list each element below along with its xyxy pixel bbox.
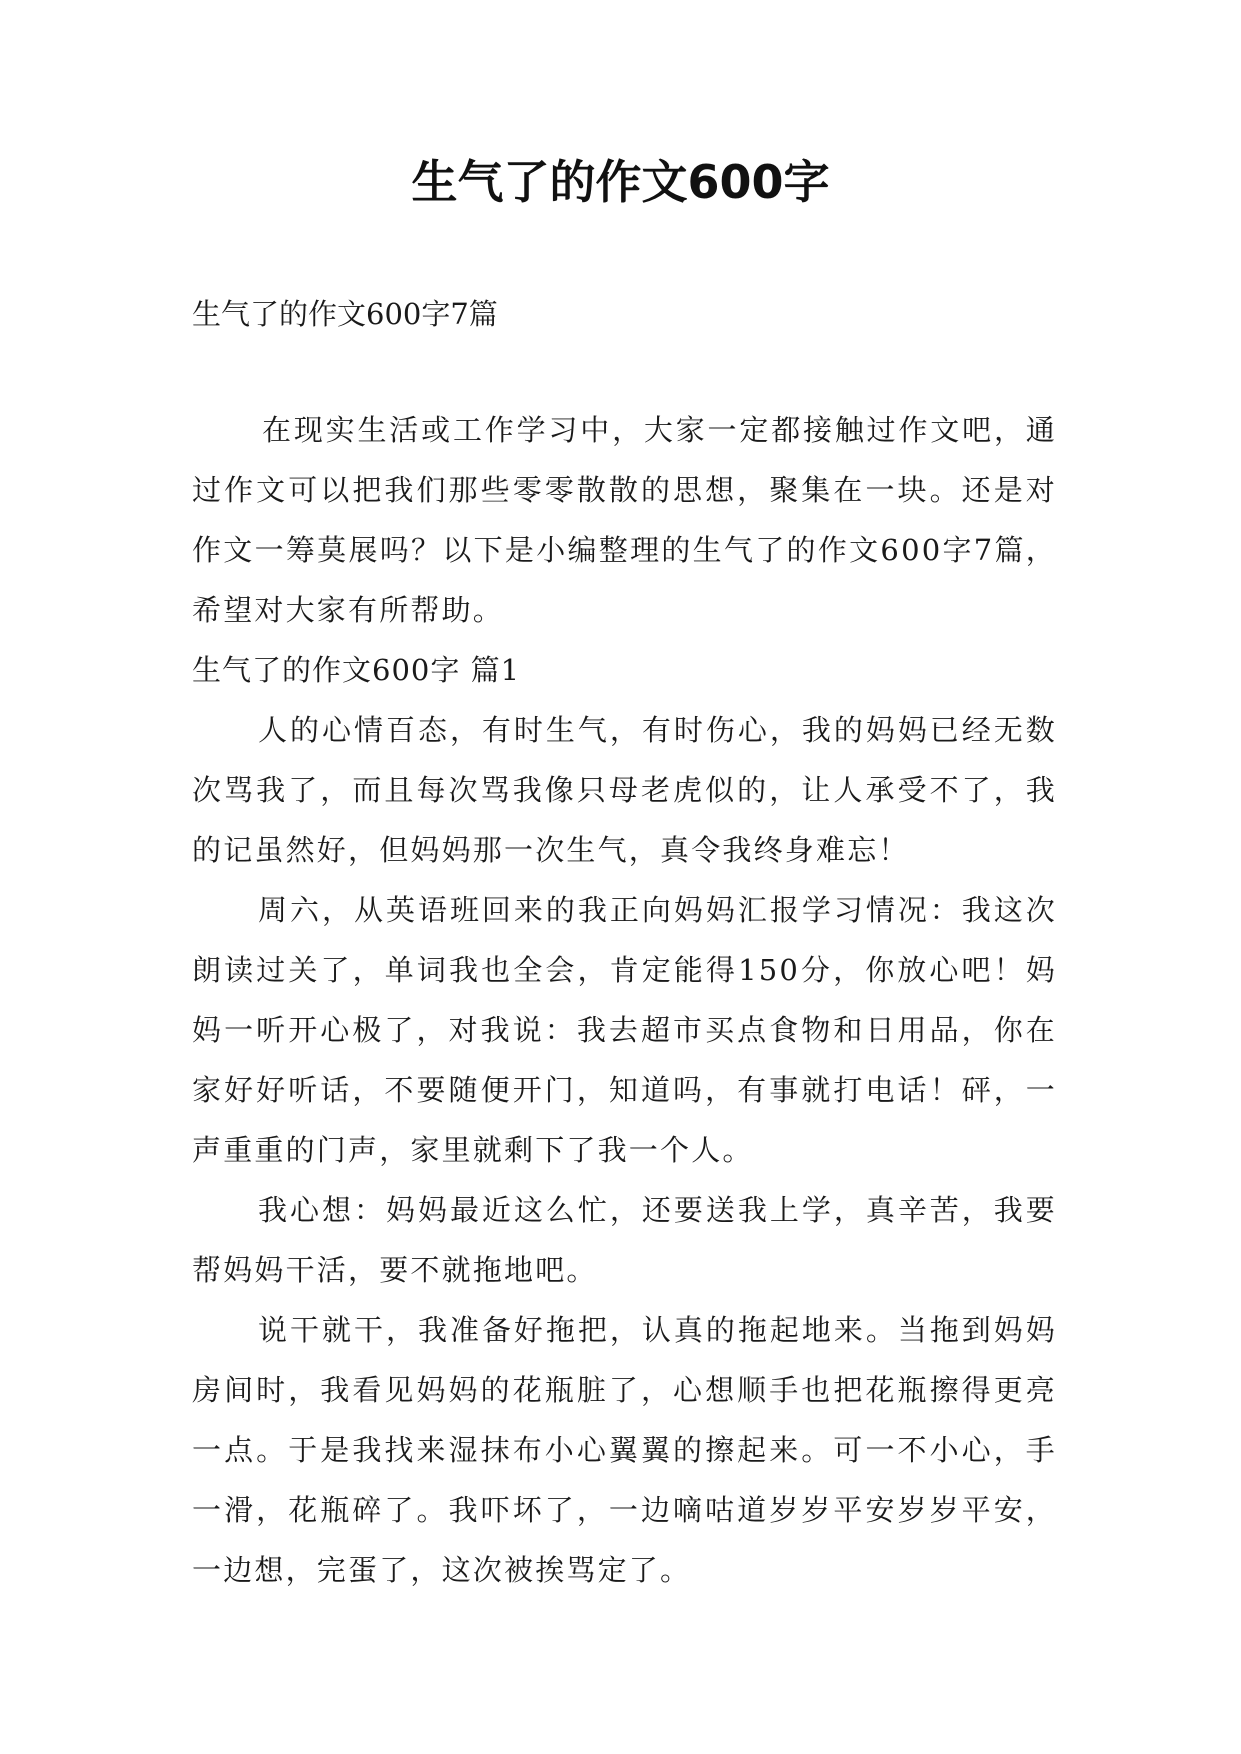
document-body [192, 400, 1057, 1600]
document-subtitle: 生气了的作文600字7篇 [192, 297, 498, 331]
body-paragraph: 我心想：妈妈最近这么忙，还要送我上学，真辛苦，我要帮妈妈干活，要不就拖地吧。 [192, 1193, 1057, 1287]
intro-paragraph: 在现实生活或工作学习中，大家一定都接触过作文吧，通过作文可以把我们那些零零散散的思想，聚集在一块。还是对作文一筹莫展吗？以下是小编整理的生气了的作文600字7篇，希望对大家有所帮助。 [192, 413, 1057, 627]
section-heading: 生气了的作文600字 篇1 [192, 653, 521, 687]
page-title: 生气了的作文600字 [411, 155, 830, 209]
body-paragraph: 周六，从英语班回来的我正向妈妈汇报学习情况：我这次朗读过关了，单词我也全会，肯定能得150分，你放心吧！妈妈一听开心极了，对我说：我去超市买点食物和日用品，你在家好好听话，不要随便开门，知道吗，有事就打电话！砰，一声重重的门声，家里就剩下了我一个人。 [192, 893, 1057, 1167]
body-paragraph: 说干就干，我准备好拖把，认真的拖起地来。当拖到妈妈房间时，我看见妈妈的花瓶脏了，心想顺手也把花瓶擦得更亮一点。于是我找来湿抹布小心翼翼的擦起来。可一不小心，手一滑，花瓶碎了。我吓坏了，一边嘀咕道岁岁平安岁岁平安，一边想，完蛋了，这次被挨骂定了。 [192, 1313, 1057, 1587]
body-paragraph: 人的心情百态，有时生气，有时伤心，我的妈妈已经无数次骂我了，而且每次骂我像只母老虎似的，让人承受不了，我的记虽然好，但妈妈那一次生气，真令我终身难忘！ [192, 713, 1057, 867]
